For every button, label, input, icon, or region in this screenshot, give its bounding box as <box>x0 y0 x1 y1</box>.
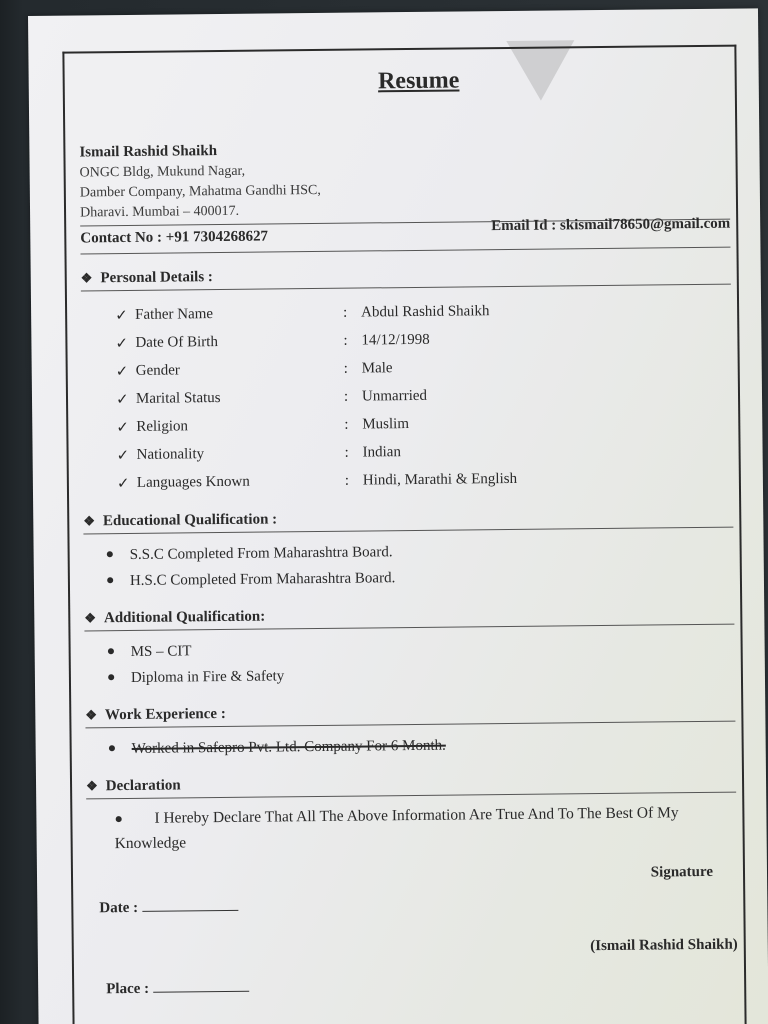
signature-name: (Ismail Rashid Shaikh) <box>590 936 738 955</box>
resume-document <box>78 49 738 999</box>
bullet-icon: ● <box>105 547 115 563</box>
signature-label: Signature <box>650 863 714 881</box>
bullet-icon: ● <box>106 670 116 686</box>
resume-title: Resume <box>377 67 460 95</box>
list-item: ● S.S.C Completed From Maharashtra Board. <box>105 543 393 563</box>
detail-colon: : <box>343 360 348 377</box>
work-experience-heading: ❖ Work Experience : <box>85 701 735 729</box>
detail-colon: : <box>343 332 348 349</box>
check-icon: ✓ <box>116 419 129 436</box>
detail-value: Male <box>361 359 393 377</box>
check-icon: ✓ <box>115 307 128 324</box>
check-icon: ✓ <box>116 475 130 492</box>
list-item: ● H.S.C Completed From Maharashtra Board. <box>105 569 396 589</box>
detail-label: Languages Known <box>136 473 250 491</box>
bullet-icon: ● <box>114 812 123 828</box>
detail-label: Nationality <box>136 445 205 463</box>
bullet-icon: ● <box>106 644 116 660</box>
bullet-icon: ● <box>105 573 115 589</box>
candidate-name: Ismail Rashid Shaikh <box>79 143 218 161</box>
additional-qualification-heading: ❖ Additional Qualification: <box>84 604 734 632</box>
address-line-1: ONGC Bldg, Mukund Nagar, <box>79 163 246 181</box>
personal-details-heading: ❖ Personal Details : <box>81 264 731 292</box>
detail-value: Unmarried <box>361 387 428 405</box>
work-experience-list <box>108 730 736 763</box>
detail-label: Father Name <box>135 305 214 323</box>
contact-row <box>80 215 731 255</box>
struck-work-entry: Worked in Safepro Pvt. Ltd. Company For 6 Month. <box>131 737 446 757</box>
detail-value: Indian <box>362 443 401 461</box>
place-blank-line <box>153 977 249 993</box>
education-heading: ❖ Educational Qualification : <box>83 507 733 535</box>
detail-value: 14/12/1998 <box>361 331 430 349</box>
diamond-bullet-icon: ❖ <box>83 513 96 529</box>
diamond-bullet-icon: ❖ <box>80 270 93 286</box>
check-icon: ✓ <box>115 391 129 408</box>
detail-label: Religion <box>136 417 189 435</box>
diamond-bullet-icon: ❖ <box>85 707 98 723</box>
address-line-3: Dharavi. Mumbai – 400017. <box>79 203 240 221</box>
education-list <box>106 536 735 595</box>
detail-colon: : <box>344 444 349 461</box>
date-blank-line <box>142 896 238 912</box>
detail-value: Abdul Rashid Shaikh <box>361 302 490 321</box>
declaration-text: ● I Hereby Declare That All The Above Information Are True And To The Best Of My Knowledge <box>114 804 679 853</box>
detail-label: Gender <box>135 361 180 379</box>
check-icon: ✓ <box>116 447 130 464</box>
declaration-heading: ❖ Declaration <box>86 772 736 800</box>
additional-qualification-list <box>107 633 736 692</box>
address-line-2: Damber Company, Mahatma Gandhi HSC, <box>79 182 321 201</box>
list-item <box>108 730 736 763</box>
personal-details-list <box>115 295 733 497</box>
list-item: ● MS – CIT <box>106 642 192 660</box>
detail-colon: : <box>343 304 348 321</box>
detail-row-languages-known <box>117 463 733 497</box>
email-address: Email Id : skismail78650@gmail.com <box>491 215 731 235</box>
detail-label: Date Of Birth <box>135 333 218 351</box>
paper-sheet <box>28 8 768 1024</box>
diamond-bullet-icon: ❖ <box>84 610 97 626</box>
bullet-icon: ● <box>107 741 117 757</box>
detail-value: Hindi, Marathi & English <box>362 470 518 489</box>
detail-value: Muslim <box>362 415 410 433</box>
place-field: Place : <box>106 972 738 999</box>
check-icon: ✓ <box>115 335 129 352</box>
date-field: Date : <box>99 891 737 918</box>
contact-number: Contact No : +91 7304268627 <box>80 228 269 247</box>
detail-colon: : <box>344 472 350 489</box>
check-icon: ✓ <box>115 363 129 380</box>
detail-label: Marital Status <box>135 389 221 407</box>
diamond-bullet-icon: ❖ <box>85 778 98 794</box>
detail-colon: : <box>343 388 349 405</box>
list-item: ● Diploma in Fire & Safety <box>106 667 285 686</box>
detail-colon: : <box>344 416 349 433</box>
